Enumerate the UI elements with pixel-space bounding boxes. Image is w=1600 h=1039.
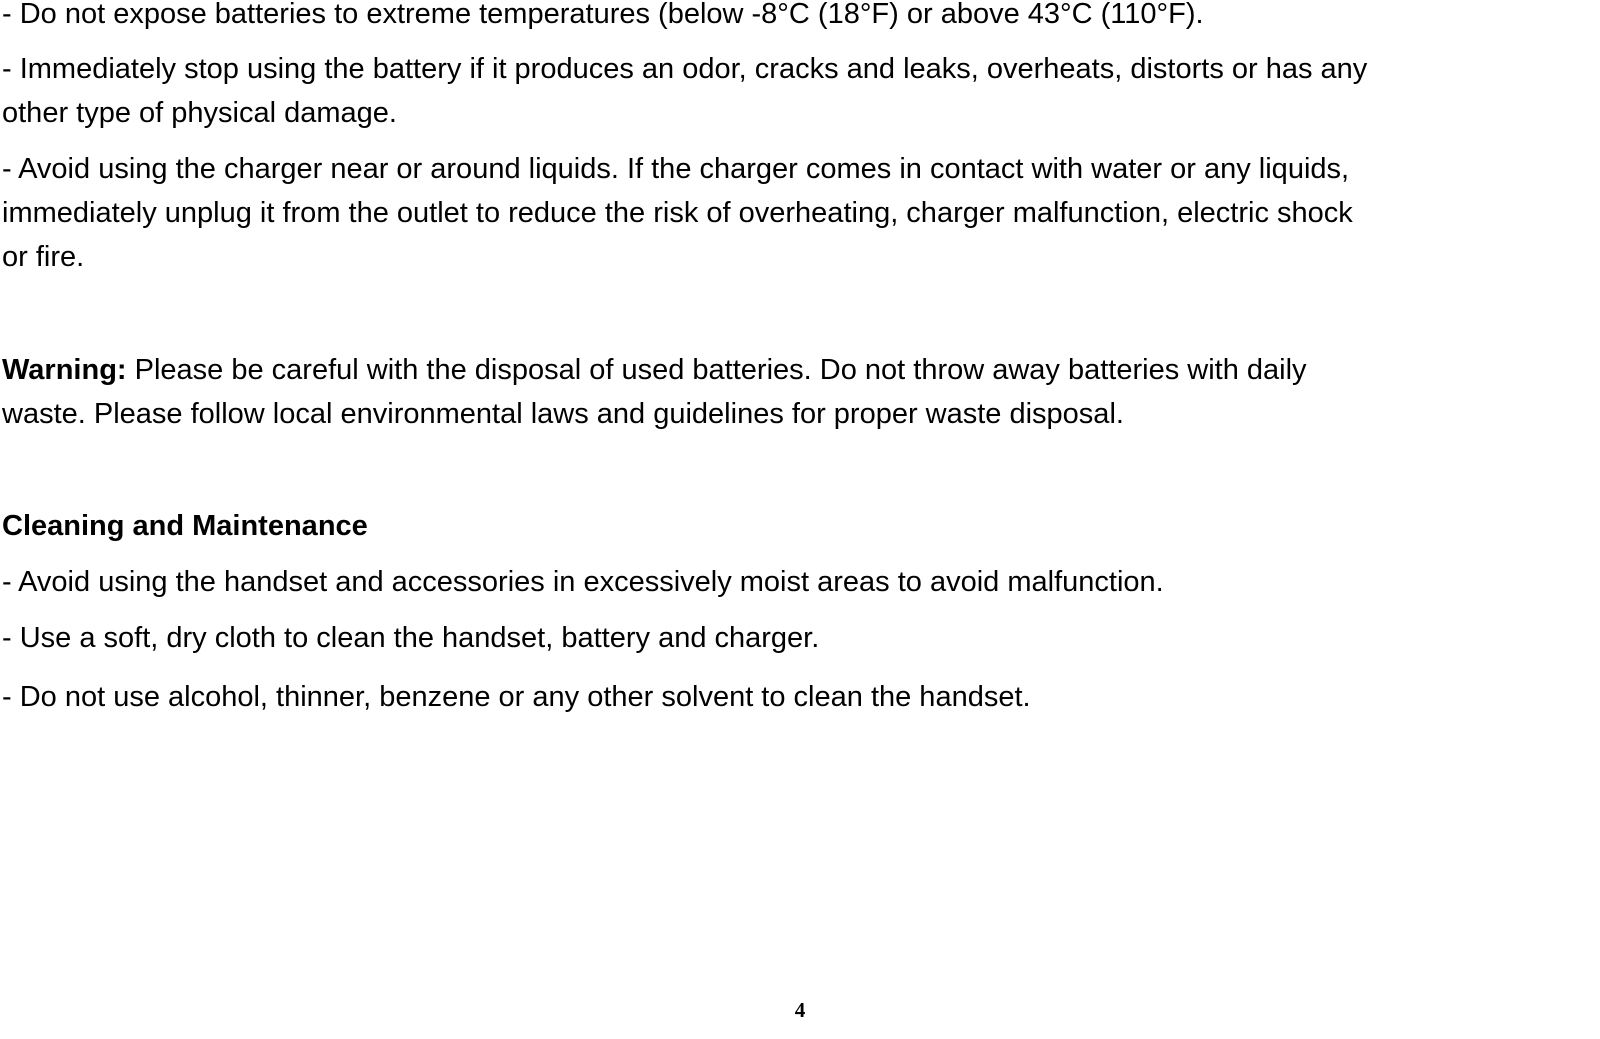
liquids-precaution-line-3: or fire. <box>2 241 85 273</box>
damage-precaution-line-2: other type of physical damage. <box>2 97 397 129</box>
cleaning-item: - Use a soft, dry cloth to clean the handset, battery and charger. <box>2 622 820 654</box>
cleaning-item: - Do not use alcohol, thinner, benzene or any other solvent to clean the handset. <box>2 681 1031 713</box>
cleaning-item: - Avoid using the handset and accessories in excessively moist areas to avoid malfunction. <box>2 566 1164 598</box>
damage-precaution-line-1: - Immediately stop using the battery if it produces an odor, cracks and leaks, overheats, distorts or has any <box>2 53 1368 85</box>
warning-paragraph-line-1 <box>2 348 1307 392</box>
section-heading: Cleaning and Maintenance <box>2 510 368 542</box>
liquids-precaution-line-1: - Avoid using the charger near or around liquids. If the charger comes in contact with water or any liquids, <box>2 153 1350 185</box>
liquids-precaution-line-2: immediately unplug it from the outlet to reduce the risk of overheating, charger malfunction, electric shock <box>2 197 1353 229</box>
temperature-precaution: - Do not expose batteries to extreme temperatures (below -8°C (18°F) or above 43°C (110°F). <box>2 0 1204 30</box>
page-number: 4 <box>794 998 806 1022</box>
warning-text: Please be careful with the disposal of used batteries. Do not throw away batteries with daily <box>126 354 1307 386</box>
warning-paragraph-line-2: waste. Please follow local environmental laws and guidelines for proper waste disposal. <box>2 398 1124 430</box>
warning-label: Warning: <box>2 354 127 386</box>
